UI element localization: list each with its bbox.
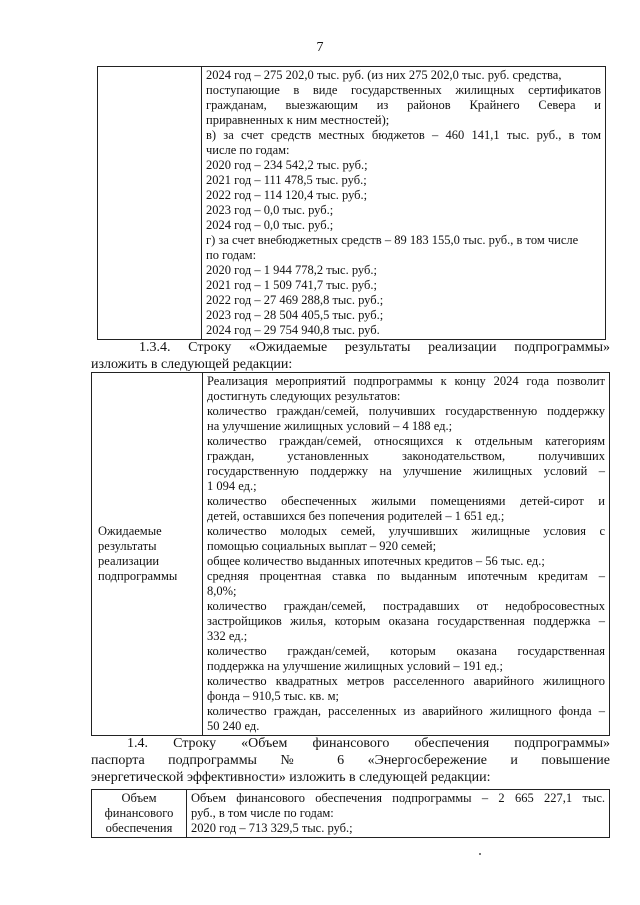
- text-line: количество граждан/семей, пострадавших от недобросовестных: [207, 599, 605, 613]
- text-line: числе по годам:: [206, 143, 290, 157]
- text-line: гражданам, выезжающим из районов Крайнего Севера и: [206, 98, 601, 112]
- text-line: количество граждан/семей, относящихся к отдельным категориям: [207, 434, 605, 448]
- paragraph-line: 1.4. Строку «Объем финансового обеспечения подпрограммы»: [127, 736, 610, 751]
- label-line: результаты: [98, 539, 157, 553]
- text-line: в) за счет средств местных бюджетов – 460 141,1 тыс. руб., в том: [206, 128, 601, 142]
- text-line: поддержка на улучшение жилищных условий – 191 ед.;: [207, 659, 503, 673]
- label-line: обеспечения: [105, 821, 173, 835]
- text-line: государственную поддержку на улучшение жилищных условий –: [207, 464, 605, 478]
- text-line: 1 094 ед.;: [207, 479, 257, 493]
- text-line: достигнуть следующих результатов:: [207, 389, 401, 403]
- text-line: приравненных к ним местностей);: [206, 113, 390, 127]
- text-line: 2021 год – 111 478,5 тыс. руб.;: [206, 173, 367, 187]
- text-line: 332 ед.;: [207, 629, 248, 643]
- table-left-cell-empty: [98, 67, 202, 340]
- text-line: на улучшение жилищных условий – 4 188 ед.;: [207, 419, 453, 433]
- expected-results-text-cell: [203, 373, 610, 736]
- text-line: количество граждан/семей, получивших государственную поддержку: [207, 404, 605, 418]
- text-line: 2020 год – 234 542,2 тыс. руб.;: [206, 158, 368, 172]
- text-line: фонда – 910,5 тыс. кв. м;: [207, 689, 339, 703]
- expected-results-table: [91, 372, 610, 736]
- text-line: застройщиков жилья, которым оказана государственная поддержка –: [207, 614, 605, 628]
- text-line: количество обеспеченных жилыми помещениями детей-сирот и: [207, 494, 605, 508]
- paragraph-1-3-4: [91, 339, 610, 373]
- financing-text-cell: [202, 67, 606, 340]
- paragraph-1-4: [91, 735, 610, 786]
- text-line: общее количество выданных ипотечных кредитов – 56 тыс. ед.;: [207, 554, 545, 568]
- funding-label-cell: [92, 790, 187, 838]
- text-line: поступающие в виде государственных жилищных сертификатов: [206, 83, 601, 97]
- paragraph-line: 1.3.4. Строку «Ожидаемые результаты реализации подпрограммы»: [139, 340, 610, 355]
- text-line: 2024 год – 275 202,0 тыс. руб. (из них 275 202,0 тыс. руб. средства,: [206, 68, 562, 82]
- text-line: 50 240 ед.: [207, 719, 260, 733]
- text-line: количество квадратных метров расселенного аварийного жилищного: [207, 674, 605, 688]
- text-line: 2022 год – 114 120,4 тыс. руб.;: [206, 188, 368, 202]
- text-line: 2023 год – 28 504 405,5 тыс. руб.;: [206, 308, 384, 322]
- label-line: Ожидаемые: [98, 524, 162, 538]
- text-line: 2024 год – 29 754 940,8 тыс. руб.: [206, 323, 380, 337]
- paragraph-line: изложить в следующей редакции:: [91, 357, 293, 372]
- text-line: количество граждан/семей, которым оказана государственная: [207, 644, 605, 658]
- text-line: 8,0%;: [207, 584, 237, 598]
- label-line: финансового: [104, 806, 174, 820]
- funding-text-cell: [187, 790, 610, 838]
- text-line: помощью социальных выплат – 920 семей;: [207, 539, 437, 553]
- text-line: количество граждан, расселенных из аварийного жилищного фонда –: [207, 704, 605, 718]
- scan-speck: [479, 853, 481, 855]
- text-line: 2020 год – 713 329,5 тыс. руб.;: [191, 821, 353, 835]
- text-line: руб., в том числе по годам:: [191, 806, 334, 820]
- text-line: 2020 год – 1 944 778,2 тыс. руб.;: [206, 263, 377, 277]
- paragraph-line: паспорта подпрограммы № 6 «Энергосбережение и повышение: [91, 753, 610, 768]
- paragraph-line: энергетической эффективности» изложить в следующей редакции:: [91, 770, 491, 785]
- expected-results-label-cell: [92, 373, 203, 736]
- text-line: средняя процентная ставка по выданным ипотечным кредитам –: [207, 569, 605, 583]
- text-line: г) за счет внебюджетных средств – 89 183 155,0 тыс. руб., в том числе: [206, 233, 579, 247]
- funding-volume-table: [91, 789, 610, 838]
- text-line: 2023 год – 0,0 тыс. руб.;: [206, 203, 334, 217]
- text-line: количество молодых семей, улучшивших жилищные условия с: [207, 524, 605, 538]
- text-line: Реализация мероприятий подпрограммы к концу 2024 года позволит: [207, 374, 605, 388]
- text-line: 2022 год – 27 469 288,8 тыс. руб.;: [206, 293, 384, 307]
- label-line: подпрограммы: [98, 569, 178, 583]
- financing-table-continuation: [97, 66, 606, 340]
- text-line: детей, оставшихся без попечения родителей – 1 651 ед.;: [207, 509, 505, 523]
- text-line: 2024 год – 0,0 тыс. руб.;: [206, 218, 334, 232]
- label-line: Объем: [121, 791, 157, 805]
- text-line: по годам:: [206, 248, 257, 262]
- label-line: реализации: [98, 554, 160, 568]
- text-line: 2021 год – 1 509 741,7 тыс. руб.;: [206, 278, 377, 292]
- text-line: Объем финансового обеспечения подпрограммы – 2 665 227,1 тыс.: [191, 791, 605, 805]
- text-line: граждан, установленных законодательством, получивших: [207, 449, 605, 463]
- page-number: 7: [316, 40, 324, 55]
